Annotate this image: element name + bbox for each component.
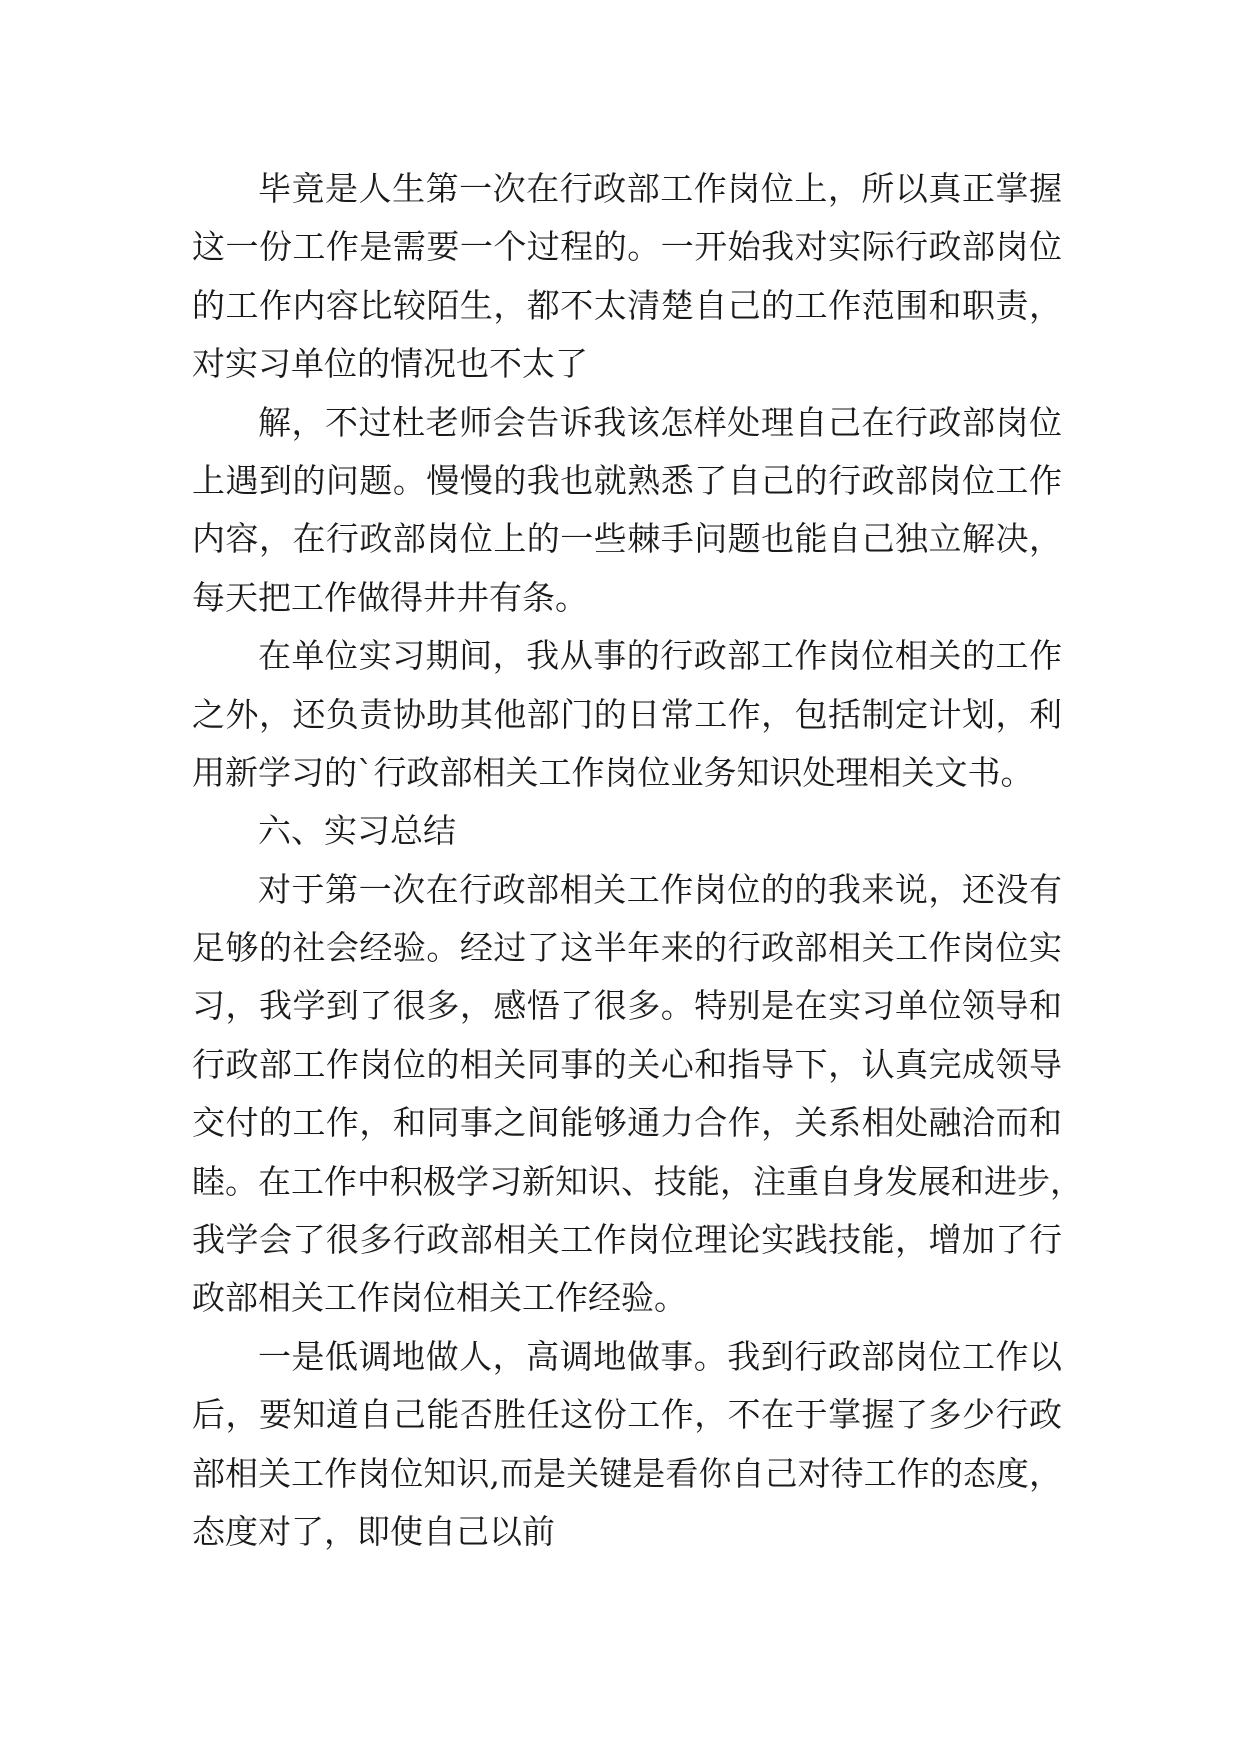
text-line: 部相关工作岗位知识,而是关键是看你自己对待工作的态度，	[192, 1453, 1062, 1493]
section-title: 六、实习总结	[258, 811, 456, 851]
text-line: 足够的社会经验。经过了这半年来的行政部相关工作岗位实	[192, 928, 1062, 968]
text-line: 这一份工作是需要一个过程的。一开始我对实际行政部岗位	[192, 227, 1062, 267]
text-line: 内容，在行政部岗位上的一些棘手问题也能自己独立解决，	[192, 519, 1062, 559]
body-text	[192, 160, 1083, 1561]
paragraph-1	[192, 160, 1062, 394]
paragraph-2	[192, 394, 1062, 628]
text-line: 毕竟是人生第一次在行政部工作岗位上，所以真正掌握	[258, 169, 1062, 208]
text-line: 习，我学到了很多，感悟了很多。特别是在实习单位领导和	[192, 986, 1062, 1026]
text-line: 在单位实习期间，我从事的行政部工作岗位相关的工作	[258, 636, 1062, 676]
text-line: 解，不过杜老师会告诉我该怎样处理自己在行政部岗位	[258, 402, 1062, 442]
paragraph-5	[192, 861, 1083, 1328]
text-line: 行政部工作岗位的相关同事的关心和指导下，认真完成领导	[192, 1044, 1062, 1084]
text-line: 对于第一次在行政部相关工作岗位的的我来说，还没有	[258, 869, 1062, 909]
text-line: 睦。在工作中积极学习新知识、技能，注重自身发展和进步，	[192, 1161, 1083, 1201]
text-line: 态度对了，即使自己以前	[192, 1511, 555, 1551]
text-line: 我学会了很多行政部相关工作岗位理论实践技能，增加了行	[192, 1220, 1062, 1260]
text-line: 政部相关工作岗位相关工作经验。	[192, 1278, 687, 1318]
text-line: 的工作内容比较陌生，都不太清楚自己的工作范围和职责，	[192, 285, 1062, 325]
text-line: 用新学习的`行政部相关工作岗位业务知识处理相关文书。	[192, 752, 1034, 792]
paragraph-6	[192, 1328, 1062, 1562]
text-line: 交付的工作，和同事之间能够通力合作，关系相处融洽而和	[192, 1103, 1062, 1143]
paragraph-3	[192, 627, 1062, 802]
section-heading	[192, 802, 1062, 860]
text-line: 每天把工作做得井井有条。	[192, 577, 588, 617]
text-line: 上遇到的问题。慢慢的我也就熟悉了自己的行政部岗位工作	[192, 460, 1062, 500]
text-line: 对实习单位的情况也不太了	[192, 344, 588, 384]
text-line: 后，要知道自己能否胜任这份工作，不在于掌握了多少行政	[192, 1395, 1062, 1435]
text-line: 之外，还负责协助其他部门的日常工作，包括制定计划，利	[192, 694, 1062, 734]
text-line: 一是低调地做人，高调地做事。我到行政部岗位工作以	[258, 1336, 1062, 1376]
